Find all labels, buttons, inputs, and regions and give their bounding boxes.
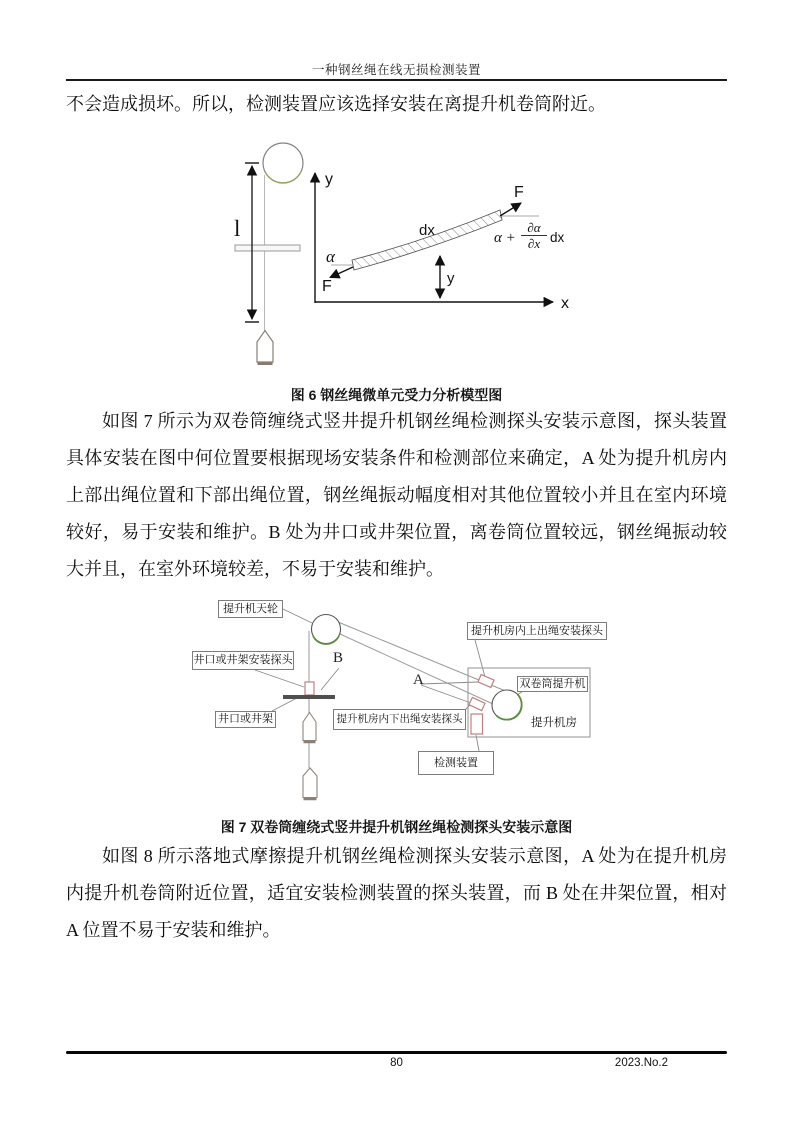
leader-point-b (321, 668, 339, 690)
label-upper-probe: 提升机房内上出绳安装探头 (467, 622, 607, 640)
partial-numerator: ∂α (527, 220, 541, 235)
footer-page-number: 80 (390, 1057, 403, 1069)
leader-wellhead (272, 698, 297, 711)
force-right-arrow (500, 203, 521, 216)
label-point-b: B (333, 650, 344, 666)
label-hoist-room: 提升机房 (531, 717, 577, 729)
footer-issue-number: 2023.No.2 (614, 1057, 668, 1069)
leader-point-a-lower (421, 685, 471, 703)
platform-bar (235, 245, 300, 251)
label-wellhead: 井口或井架 (215, 711, 276, 728)
label-wellhead-probe: 井口或井架安装探头 (192, 651, 294, 670)
label-detector: 检测装置 (418, 751, 494, 775)
label-lower-probe: 提升机房内下出绳安装探头 (333, 709, 466, 730)
upper-probe-rect (478, 675, 494, 688)
alpha-left-label: α (326, 247, 335, 266)
dx-suffix-label: dx (550, 230, 565, 245)
detector-rect (471, 714, 483, 734)
figure6-force-model-diagram (170, 135, 610, 380)
leader-wellhead-probe (255, 670, 304, 687)
footer-rule (66, 1051, 727, 1054)
counterweight-shape (303, 768, 317, 798)
paragraph-1: 不会造成损坏。所以，检测装置应该选择安装在离提升机卷筒附近。 (66, 94, 606, 114)
force-left-label: F (322, 278, 332, 295)
partial-denominator: ∂x (527, 236, 541, 251)
paragraph-2: 如图 7 所示为双卷筒缠绕式竖井提升机钢丝绳检测探头安装示意图，探头装置具体安装在图中何位置要根据现场安装条件和检测部位来确定，A 处为提升机房内上部出绳位置和下部出绳位置，钢丝绳振动幅度相对其他位置较小并且在室内环境较好，易于安装和维护。B 处为井口或井架位置，离卷筒位置较远，钢丝绳振动较大并且，在室外环境较差，不易于安装和维护。 (66, 411, 727, 579)
leader-sheave (283, 609, 312, 623)
y-axis-label: y (325, 171, 333, 188)
figure7-installation-diagram (175, 595, 625, 807)
label-drum: 双卷筒提升机 (517, 676, 588, 692)
header-rule (66, 79, 727, 81)
length-label: l (234, 216, 241, 241)
label-point-a: A (413, 672, 424, 688)
force-right-label: F (514, 184, 524, 201)
probe-b-rect (305, 682, 314, 695)
label-sheave: 提升机天轮 (218, 600, 283, 618)
x-axis-label: x (561, 295, 569, 312)
running-head-title: 一种钢丝绳在线无损检测装置 (311, 63, 481, 77)
alpha-expr-label: α + (494, 230, 516, 246)
figure6-caption: 图 6 钢丝绳微单元受力分析模型图 (290, 387, 503, 403)
leader-upper-probe (475, 640, 485, 677)
rope-to-drum-lower (340, 634, 493, 704)
figure6-canvas (170, 135, 610, 380)
wellhead-bar (283, 695, 335, 699)
paragraph-3: 如图 8 所示落地式摩擦提升机钢丝绳检测探头安装示意图，A 处为在提升机房内提升机卷筒附近位置，适宜安装检测装置的探头装置，而 B 处在井架位置，相对 A 位置不易于安装和维护。 (66, 846, 727, 940)
y-dimension-label: y (447, 270, 455, 287)
pulley-green-rim (265, 172, 301, 183)
dx-label: dx (419, 222, 435, 239)
force-left-arrow (330, 267, 353, 278)
figure7-caption: 图 7 双卷筒缠绕式竖井提升机钢丝绳检测探头安装示意图 (220, 819, 573, 835)
cage-shape (303, 713, 316, 741)
weight-bob (257, 331, 273, 363)
rope-element-band (352, 210, 502, 270)
